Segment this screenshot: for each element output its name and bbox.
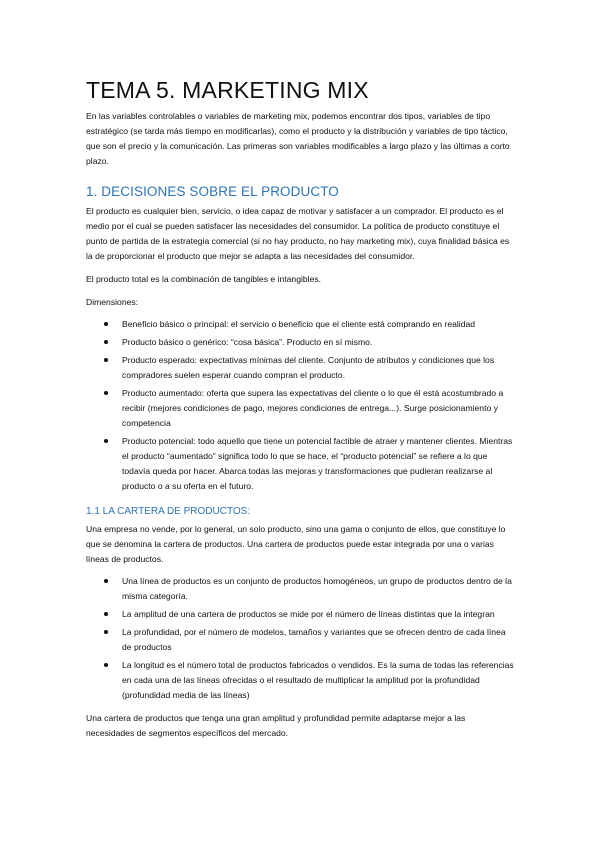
list-item	[86, 625, 514, 655]
list-item	[86, 658, 514, 703]
dimensions-list	[86, 317, 514, 494]
list-item	[86, 386, 514, 431]
bullet-icon	[104, 358, 108, 362]
subsection-heading-product-portfolio: 1.1 LA CARTERA DE PRODUCTOS:	[86, 506, 251, 517]
list-item-text: Una línea de productos es un conjunto de productos homogéneos, un grupo de productos dentro de la misma categoría.	[122, 576, 512, 601]
list-item	[86, 434, 514, 494]
list-item	[86, 335, 514, 350]
product-definition-paragraph: El producto es cualquier bien, servicio, o idea capaz de motivar y satisfacer a un comprador. El producto es el medio por el cual se pueden satisfacer las necesidades del consumidor. La política de producto constituye el punto de partida de la estrategia comercial (si no hay producto, no hay marketing mix), cuya finalidad básica es la de proporcionar el producto que mejor se adapta a las necesidades del consumidor.	[86, 206, 510, 261]
list-item-text: La profundidad, por el número de modelos, tamaños y variantes que se ofrecen dentro de cada línea de productos	[122, 627, 506, 652]
list-item-text: La longitud es el número total de productos fabricados o vendidos. Es la suma de todas las referencias en cada una de las líneas ofrecidas o el resultado de multiplicar la amplitud por la profundidad (profundidad media de las líneas)	[122, 660, 514, 700]
list-item	[86, 607, 514, 622]
page-title: TEMA 5. MARKETING MIX	[86, 77, 369, 103]
list-item-text: La amplitud de una cartera de productos se mide por el número de líneas distintas que la integran	[122, 609, 495, 619]
portfolio-closing-paragraph: Una cartera de productos que tenga una gran amplitud y profundidad permite adaptarse mejor a las necesidades de segmentos específicos del mercado.	[86, 713, 466, 738]
list-item-text: Producto aumentado: oferta que supera las expectativas del cliente o lo que él está acostumbrado a recibir (mejores condiciones de pago, mejores condiciones de entrega...). Surge posicionamiento y competencia	[122, 388, 504, 428]
list-item-text: Beneficio básico o principal: el servicio o beneficio que el cliente está comprando en realidad	[122, 319, 476, 329]
bullet-icon	[104, 322, 108, 326]
bullet-icon	[104, 439, 108, 443]
list-item-text: Producto básico o genérico: “cosa básica”. Producto en sí mismo.	[122, 337, 373, 347]
bullet-icon	[104, 663, 108, 667]
bullet-icon	[104, 579, 108, 583]
bullet-icon	[104, 630, 108, 634]
portfolio-list	[86, 574, 514, 703]
list-item	[86, 317, 514, 332]
bullet-icon	[104, 391, 108, 395]
total-product-paragraph: El producto total es la combinación de tangibles e intangibles.	[86, 274, 322, 284]
bullet-icon	[104, 340, 108, 344]
portfolio-paragraph: Una empresa no vende, por lo general, un solo producto, sino una gama o conjunto de ellos, que constituye lo que se denomina la cartera de productos. Una cartera de productos puede estar integrada por una o varias líneas de productos.	[86, 524, 506, 564]
dimensions-label: Dimensiones:	[86, 297, 139, 307]
list-item-text: Producto potencial: todo aquello que tiene un potencial factible de atraer y mantener clientes. Mientras el producto “aumentado” significa todo lo que se hace, el “producto potencial” se refiere a lo que todavía queda por hacer. Abarca todas las mejoras y transformaciones que pudieran realizarse al producto o a su oferta en el futuro.	[122, 436, 513, 491]
intro-paragraph: En las variables controlables o variables de marketing mix, podemos encontrar dos tipos, variables de tipo estratégico (se tarda más tiempo en modificarlas), como el producto y la distribución y variables de tipo táctico, que son el precio y la comunicación. Las primeras son variables modificables a largo plazo y las últimas a corto plazo.	[86, 111, 510, 166]
list-item-text: Producto esperado: expectativas mínimas del cliente. Conjunto de atributos y condiciones que los compradores suelen esperar cuando compran el producto.	[122, 355, 495, 380]
section-heading-product-decisions: 1. DECISIONES SOBRE EL PRODUCTO	[86, 184, 339, 199]
list-item	[86, 353, 514, 383]
bullet-icon	[104, 612, 108, 616]
list-item	[86, 574, 514, 604]
